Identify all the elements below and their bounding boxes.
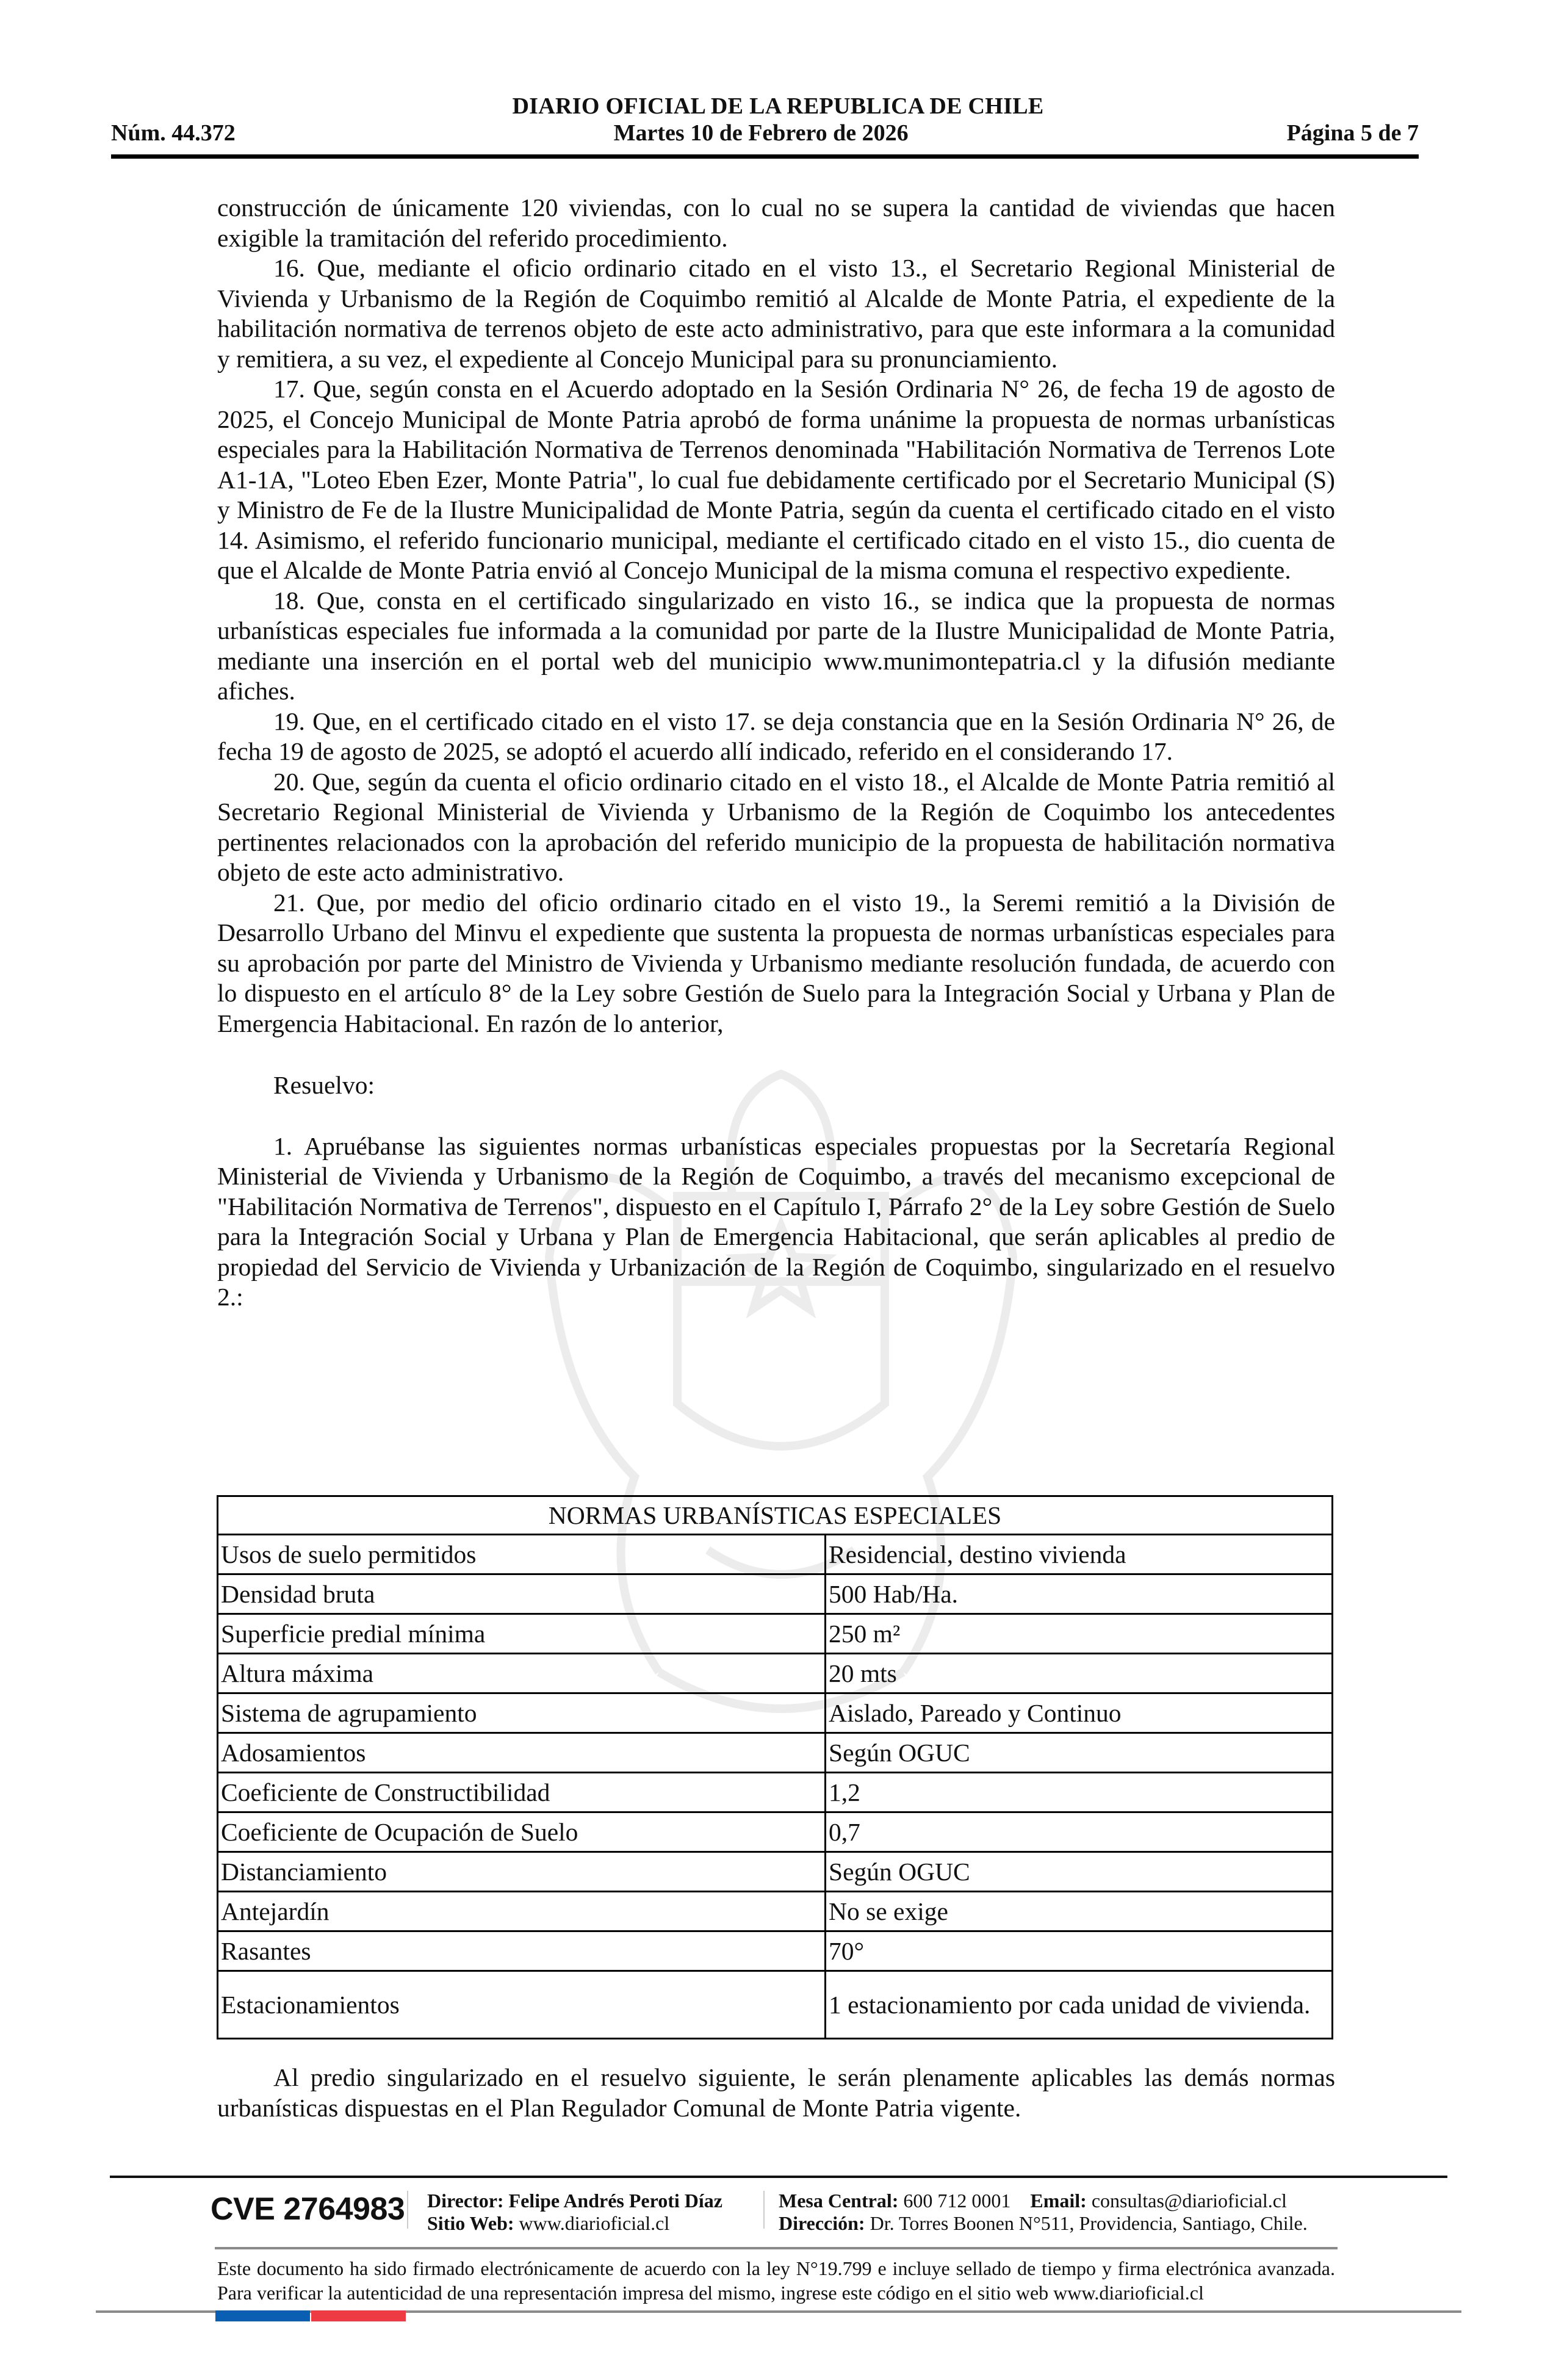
table-row [218,1574,1333,1614]
director-name: Felipe Andrés Peroti Díaz [508,2190,722,2212]
footer-mid-rule [215,2247,1338,2249]
norm-value: No se exige [826,1892,1333,1931]
footer-separator [407,2191,408,2229]
norm-value: 20 mts [826,1654,1333,1693]
header-rule [111,154,1419,159]
header-meta [111,120,1419,146]
page-indicator: Página 5 de 7 [1286,120,1419,146]
table-row [218,1971,1333,2039]
footer-top-rule [110,2176,1447,2178]
table-row [218,1654,1333,1693]
flag-bar-blue [215,2310,310,2321]
norm-label: Coeficiente de Constructibilidad [218,1773,826,1812]
norm-value: Según OGUC [826,1852,1333,1892]
norm-label: Densidad bruta [218,1574,826,1614]
paragraph-18: 18. Que, consta en el certificado singularizado en visto 16., se indica que la propuesta de normas urbanísticas especiales fue informada a la comunidad por parte de la Ilustre Municipalidad de Monte Patria, mediante una inserción en el portal web del municipio www.munimontepatria.cl y la difusión mediante afiches. [217,586,1335,705]
norm-label: Usos de suelo permitidos [218,1535,826,1574]
closing-paragraph [217,2063,1335,2123]
norms-table [217,1495,1333,2039]
signature-disclaimer: Este documento ha sido firmado electrónicamente de acuerdo con la ley N°19.799 e incluye sellado de tiempo y firma electrónica avanzada. Para verificar la autenticidad de una representación impresa del mismo, ingrese este código en el sitio web www.diarioficial.cl [217,2257,1335,2304]
norm-value: 0,7 [826,1812,1333,1852]
table-row [218,1812,1333,1852]
norm-value: 70° [826,1931,1333,1971]
publication-date: Martes 10 de Febrero de 2026 [613,120,909,146]
email-link[interactable]: consultas@diarioficial.cl [1091,2190,1287,2212]
table-row [218,1614,1333,1654]
phone-label: Mesa Central: [779,2190,899,2212]
norm-value: Según OGUC [826,1733,1333,1773]
table-header-row [218,1496,1333,1535]
norm-label: Altura máxima [218,1654,826,1693]
flag-bar-red [311,2310,406,2321]
norm-label: Sistema de agrupamiento [218,1693,826,1733]
table-row [218,1535,1333,1574]
norm-label: Antejardín [218,1892,826,1931]
table-row [218,1852,1333,1892]
table-row [218,1931,1333,1971]
footer-contact-block [779,2190,1308,2235]
norm-value: 500 Hab/Ha. [826,1574,1333,1614]
table-row [218,1773,1333,1812]
norm-label: Coeficiente de Ocupación de Suelo [218,1812,826,1852]
norm-label: Estacionamientos [218,1971,826,2039]
publication-title: DIARIO OFICIAL DE LA REPUBLICA DE CHILE [512,93,1044,119]
paragraph-21: 21. Que, por medio del oficio ordinario citado en el visto 19., la Seremi remitió a la División de Desarrollo Urbano del Minvu el expediente que sustenta la propuesta de normas urbanísticas especiales para su aprobación por parte del Ministro de Vivienda y Urbanismo mediante resolución fundada, de acuerdo con lo dispuesto en el artículo 8° de la Ley sobre Gestión de Suelo para la Integración Social y Urbana y Plan de Emergencia Habitacional. En razón de lo anterior, [217,888,1335,1037]
issue-number: Núm. 44.372 [111,120,236,146]
cve-code: CVE 2764983 [211,2191,405,2227]
norm-label: Adosamientos [218,1733,826,1773]
norm-value: Aislado, Pareado y Continuo [826,1693,1333,1733]
paragraph-19: 19. Que, en el certificado citado en el visto 17. se deja constancia que en la Sesión Ordinaria N° 26, de fecha 19 de agosto de 2025, se adoptó el acuerdo allí indicado, referido en el considerando 17. [217,707,1335,765]
paragraph-16: 16. Que, mediante el oficio ordinario citado en el visto 13., el Secretario Regional Ministerial de Vivienda y Urbanismo de la Región de Coquimbo remitió al Alcalde de Monte Patria, el expediente de la habilitación normativa de terrenos objeto de este acto administrativo, para que este informara a la comunidad y remitiera, a su vez, el expediente al Concejo Municipal para su pronunciamiento. [217,254,1335,373]
footer-separator [763,2191,765,2229]
norm-label: Rasantes [218,1931,826,1971]
norm-label: Distanciamiento [218,1852,826,1892]
phone-number: 600 712 0001 [903,2190,1011,2212]
norm-value: 1 estacionamiento por cada unidad de vivienda. [826,1971,1333,2039]
resolution-1: 1. Apruébanse las siguientes normas urbanísticas especiales propuestas por la Secretaría Regional Ministerial de Vivienda y Urbanismo de la Región de Coquimbo, a través del mecanismo excepcional de "Habilitación Normativa de Terrenos", dispuesto en el Capítulo I, Párrafo 2° de la Ley sobre Gestión de Suelo para la Integración Social y Urbana y Plan de Emergencia Habitacional, que serán aplicables al predio de propiedad del Servicio de Vivienda y Urbanización de la Región de Coquimbo, singularizado en el resuelvo 2.: [217,1131,1335,1311]
website-label: Sitio Web: [427,2212,514,2234]
address-label: Dirección: [779,2212,865,2234]
email-label: Email: [1030,2190,1087,2212]
paragraph-20: 20. Que, según da cuenta el oficio ordinario citado en el visto 18., el Alcalde de Monte Patria remitió al Secretario Regional Ministerial de Vivienda y Urbanismo de la Región de Coquimbo los antecedentes pertinentes relacionados con la aprobación del referido municipio de la propuesta de habilitación normativa objeto de este acto administrativo. [217,767,1335,886]
website-link[interactable]: www.diarioficial.cl [519,2212,670,2234]
paragraph-continuation: construcción de únicamente 120 viviendas, con lo cual no se supera la cantidad de viviendas que hacen exigible la tramitación del referido procedimiento. [217,193,1335,252]
norm-value: Residencial, destino vivienda [826,1535,1333,1574]
norm-value: 1,2 [826,1773,1333,1812]
document-body [217,193,1335,1313]
address: Dr. Torres Boonen N°511, Providencia, Santiago, Chile. [870,2212,1308,2234]
closing-text: Al predio singularizado en el resuelvo siguiente, le serán plenamente aplicables las demás normas urbanísticas dispuestas en el Plan Regulador Comunal de Monte Patria vigente. [217,2063,1335,2122]
director-label: Director: [427,2190,504,2212]
table-row [218,1693,1333,1733]
table-row [218,1892,1333,1931]
norm-value: 250 m² [826,1614,1333,1654]
norm-label: Superficie predial mínima [218,1614,826,1654]
resuelvo-heading: Resuelvo: [273,1071,375,1099]
table-row [218,1733,1333,1773]
table-title: NORMAS URBANÍSTICAS ESPECIALES [218,1496,1333,1535]
footer-director-block [427,2190,722,2235]
paragraph-17: 17. Que, según consta en el Acuerdo adoptado en la Sesión Ordinaria N° 26, de fecha 19 de agosto de 2025, el Concejo Municipal de Monte Patria aprobó de forma unánime la propuesta de normas urbanísticas especiales para la Habilitación Normativa de Terrenos denominada "Habilitación Normativa de Terrenos Lote A1-1A, "Loteo Eben Ezer, Monte Patria", lo cual fue debidamente certificado por el Secretario Municipal (S) y Ministro de Fe de la Ilustre Municipalidad de Monte Patria, según da cuenta el certificado citado en el visto 14. Asimismo, el referido funcionario municipal, mediante el certificado citado en el visto 15., dio cuenta de que el Alcalde de Monte Patria envió al Concejo Municipal de la misma comuna el respectivo expediente. [217,375,1335,584]
